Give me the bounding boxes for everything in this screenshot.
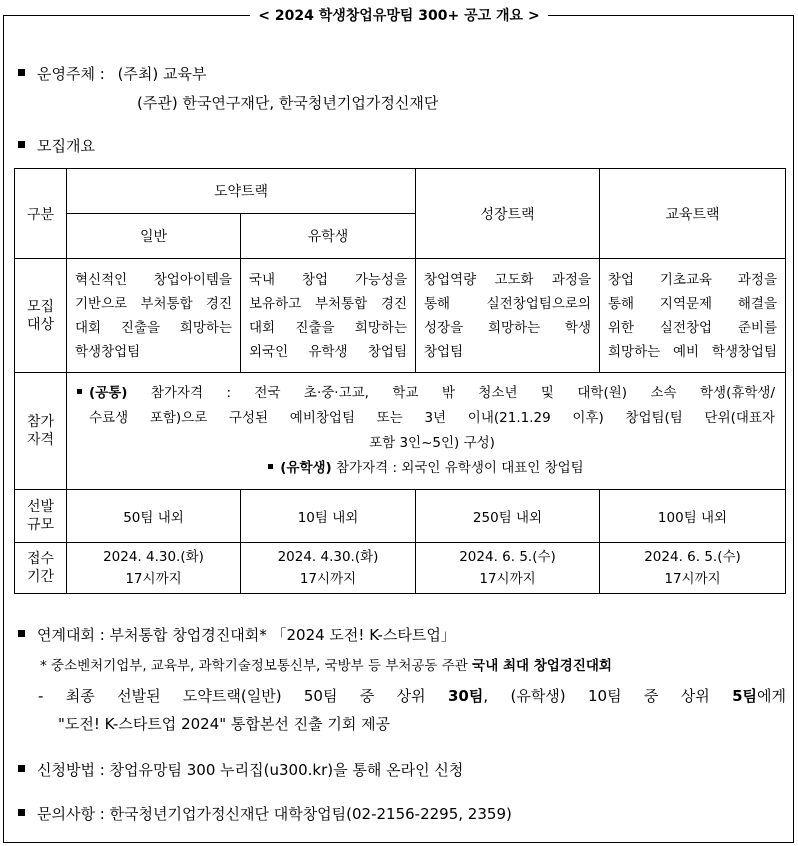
row-label-eligibility — [15, 373, 67, 490]
operator-organizer: (주관) 한국연구재단, 한국청년기업가정신재단 — [137, 94, 439, 112]
select-edu: 100팀 내외 — [600, 490, 786, 543]
row-label-line: 참가 — [26, 414, 55, 430]
deadline-date: 2024. 6. 5.(수) — [644, 549, 741, 565]
eligibility-common-text: 참가자격 : 전국 초·중·고교, 학교 밖 청소년 및 대학(원) 소속 학생(휴학생/ — [127, 385, 776, 401]
operator-host: (주최) 교육부 — [117, 65, 207, 83]
contact-text: 문의사항 : 한국청년기업가정신재단 대학창업팀(02-2156-2295, 2359) — [37, 805, 512, 823]
operator-label: 운영주체 : — [37, 65, 105, 83]
eligibility-common — [77, 381, 775, 406]
linked-note-bold: 국내 최대 창업경진대회 — [472, 658, 612, 674]
desc-line: 기반으로 부처통합 경진 — [75, 295, 232, 312]
eligibility-intl — [77, 456, 775, 481]
desc-line: 통해 실전창업팀으로의 — [424, 295, 592, 312]
linked-note — [40, 656, 612, 676]
deadline-time: 17시까지 — [479, 571, 536, 587]
row-label-line: 접수 — [26, 551, 55, 567]
eligibility-cell — [67, 373, 786, 490]
recruit-label: 모집개요 — [37, 137, 95, 155]
desc-line: 국내 창업 가능성을 — [249, 271, 408, 288]
header-edu: 교육트랙 — [600, 169, 786, 259]
desc-line: 위한 실전창업 준비를 — [608, 319, 778, 336]
row-label-line: 기간 — [26, 569, 55, 585]
square-bullet-icon — [18, 69, 25, 76]
desc-line: 외국인 유학생 창업팀 — [249, 343, 408, 360]
detail-text: - 최종 선발된 도약트랙(일반) 50팀 중 상위 — [38, 687, 448, 705]
linked-line — [18, 625, 456, 645]
deadline-time: 17시까지 — [664, 571, 721, 587]
target-growth — [416, 259, 600, 373]
desc-line: 보유하고 부처통합 경진 — [249, 295, 408, 312]
linked-note-text: * 중소벤처기업부, 교육부, 과학기술정보통신부, 국방부 등 부처공동 주관 — [40, 658, 473, 674]
row-label-deadline — [15, 543, 67, 594]
row-label-selection — [15, 490, 67, 543]
detail-bold: 5팀 — [732, 687, 758, 705]
row-label-line: 규모 — [26, 517, 55, 533]
desc-line: 대회 진출을 희망하는 — [249, 319, 408, 336]
target-intl — [241, 259, 416, 373]
operator-line — [18, 64, 207, 84]
row-label-line: 자격 — [26, 432, 55, 448]
eligibility-intl-tag: (유학생) — [280, 460, 332, 476]
recruit-table — [14, 168, 786, 594]
desc-line: 창업 기초교육 과정을 — [608, 271, 778, 288]
desc-line: 성장을 희망하는 학생 — [424, 319, 592, 336]
deadline-time: 17시까지 — [299, 571, 357, 587]
desc-line: 학생창업팀 — [75, 343, 141, 360]
deadline-date: 2024. 4.30.(화) — [103, 549, 204, 565]
eligibility-common-line3: 포함 3인~5인) 구성) — [369, 435, 495, 451]
square-bullet-icon — [18, 765, 25, 772]
deadline-date: 2024. 4.30.(화) — [277, 549, 379, 565]
header-intl: 유학생 — [241, 214, 416, 259]
page-title: < 2024 학생창업유망팀 300+ 공고 개요 > — [250, 5, 547, 27]
desc-line: 통해 지역문제 해결을 — [608, 295, 778, 312]
header-category: 구분 — [15, 169, 67, 259]
target-edu — [600, 259, 786, 373]
deadline-edu — [600, 543, 786, 594]
linked-label: 연계대회 : 부처통합 창업경진대회* 「2024 도전! K-스타트업」 — [37, 626, 456, 644]
row-label-line: 모집 — [26, 298, 55, 315]
desc-line: 희망하는 예비 학생창업팀 — [608, 343, 778, 360]
contact-line — [18, 804, 512, 824]
target-general — [67, 259, 241, 373]
square-bullet-icon — [18, 809, 25, 816]
deadline-growth — [416, 543, 600, 594]
apply-text: 신청방법 : 창업유망팀 300 누리집(u300.kr)을 통해 온라인 신청 — [37, 761, 464, 779]
title-wrap — [0, 5, 798, 27]
small-square-bullet-icon — [77, 389, 82, 394]
header-track-leap: 도약트랙 — [67, 169, 416, 214]
desc-line: 혁신적인 창업아이템을 — [75, 271, 232, 288]
square-bullet-icon — [18, 630, 25, 637]
linked-detail-1 — [38, 686, 786, 706]
select-growth: 250팀 내외 — [416, 490, 600, 543]
select-general: 50팀 내외 — [67, 490, 241, 543]
recruit-line — [18, 136, 95, 156]
detail-text: , (유학생) 10팀 중 상위 — [483, 687, 733, 705]
eligibility-intl-text: 참가자격 : 외국인 유학생이 대표인 창업팀 — [331, 460, 584, 476]
row-label-line: 대상 — [26, 316, 55, 333]
header-growth: 성장트랙 — [416, 169, 600, 259]
deadline-general — [67, 543, 241, 594]
desc-line: 창업팀 — [424, 343, 464, 360]
desc-line: 창업역량 고도화 과정을 — [424, 271, 592, 288]
detail-bold: 30팀 — [447, 687, 484, 705]
linked-detail-2: "도전! K-스타트업 2024" 통합본선 진출 기회 제공 — [58, 715, 391, 733]
header-general: 일반 — [67, 214, 241, 259]
deadline-date: 2024. 6. 5.(수) — [459, 549, 556, 565]
eligibility-common-line2: 수료생 포함)으로 구성된 예비창업팀 또는 3년 이내(21.1.29 이후) 창업팀(팀 단위(대표자 — [89, 410, 776, 426]
eligibility-common-tag: (공통) — [89, 385, 128, 401]
select-intl: 10팀 내외 — [241, 490, 416, 543]
apply-line — [18, 760, 463, 780]
row-label-line: 선발 — [26, 499, 55, 515]
detail-text: 에게 — [757, 687, 786, 705]
row-label-target — [15, 259, 67, 373]
deadline-time: 17시까지 — [125, 571, 182, 587]
deadline-intl — [241, 543, 416, 594]
square-bullet-icon — [18, 141, 25, 148]
small-square-bullet-icon — [268, 464, 273, 469]
desc-line: 대회 진출을 희망하는 — [75, 319, 232, 336]
